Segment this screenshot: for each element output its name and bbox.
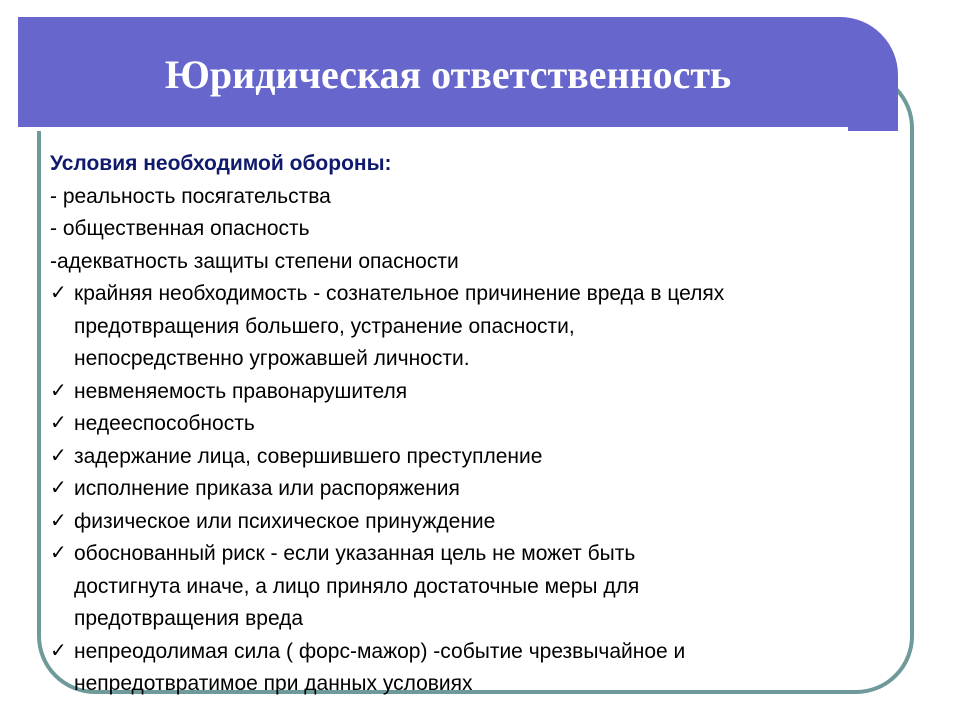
list-item-text: физическое или психическое принуждение: [74, 509, 496, 533]
checkmark-icon: ✓: [50, 507, 67, 532]
list-item-text: недееспособность: [74, 412, 255, 435]
list-item: [50, 473, 910, 506]
list-item-text: обоснованный риск - если указанная цель не может быть достигнута иначе, а лицо приняло достаточные меры для предотвращения вреда: [74, 542, 640, 630]
condition-line: - реальность посягательства: [50, 184, 331, 208]
list-item: [50, 376, 910, 409]
list-item-text: крайняя необходимость - сознательное причинение вреда в целях предотвращения большего, устранение опасности, непосредственно угрожавшей личности.: [74, 282, 725, 370]
checkmark-icon: ✓: [50, 637, 67, 662]
checkmark-icon: ✓: [50, 280, 67, 304]
checkmark-icon: ✓: [50, 410, 67, 434]
list-item: [50, 538, 910, 636]
checkmark-icon: ✓: [50, 540, 67, 564]
condition-line: -адекватность защиты степени опасности: [50, 249, 459, 273]
list-item: [50, 408, 910, 441]
checkmark-icon: ✓: [50, 442, 67, 467]
list-item: [50, 278, 910, 376]
list-item-text: невменяемость правонарушителя: [74, 379, 408, 403]
slide-title: Юридическая ответственность: [164, 51, 732, 97]
list-item-text: исполнение приказа или распоряжения: [74, 477, 460, 500]
conditions-heading: Условия необходимой обороны:: [50, 152, 392, 175]
checkmark-icon: ✓: [50, 377, 67, 402]
list-item: [50, 636, 910, 701]
list-item-text: задержание лица, совершившего преступление: [74, 444, 543, 468]
list-item: [50, 441, 910, 474]
condition-line: - общественная опасность: [50, 217, 310, 240]
checkmark-icon: ✓: [50, 475, 67, 499]
list-item: [50, 506, 910, 539]
list-item-text: непреодолимая сила ( форс-мажор) -событие чрезвычайное и непредотвратимое при данных условиях: [74, 639, 686, 695]
slide-content: [50, 148, 910, 701]
